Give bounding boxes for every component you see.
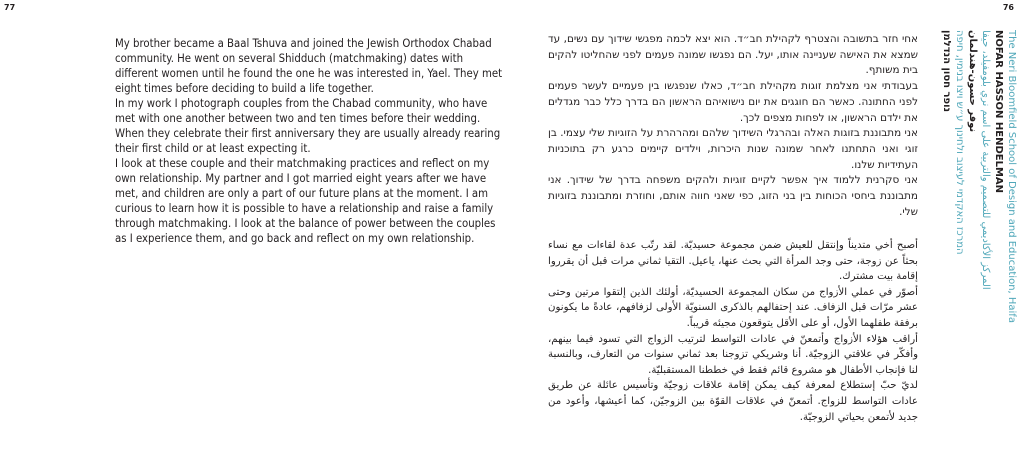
english-paragraph: I look at these couple and their matchmaking practices and reflect on my own relationship. My partner and I got married eight years after we have met, and children are only a part of our future plans at the moment. I am curious to learn how it is possible to have a relationship and raise a family through matchmaking. I look at the balance of power between the couples as I experience them, and go back and reflect on my own relationship.: [115, 157, 496, 245]
arabic-text-block: [548, 238, 918, 425]
hebrew-paragraph: בעבודתי אני מצלמת זוגות מקהילת חב״ד, כאלו שנפגשו בין פעמיים לעשר פעמים לפני החתונה. כאשר הם חוגגים את יום נישואיהם הראשון הם בדרך כלל כבר מגדלים את ילדם הראשון, או לפחות מצפים לכך.: [548, 80, 918, 124]
hebrew-artist-name: נופר חסון הנדלמן: [941, 30, 952, 113]
page-number-left: 77: [4, 3, 16, 12]
arabic-artist-name: نوفر حسون-هندلمان: [967, 30, 978, 133]
hebrew-school-name: המרכז האקדמי לעיצוב ולחינוך ע״ש ויצו בנימין, חיפה: [954, 30, 965, 255]
page-number-right: 76: [1002, 3, 1014, 12]
english-text-block: [115, 36, 507, 246]
arabic-school-name: المركز الأكاديمي للتصميم والتربية على اسم نري بلومفيلد، حيفا: [980, 30, 991, 290]
hebrew-paragraph: אחי חזר בתשובה והצטרף לקהילת חב״ד. הוא יצא לכמה מפגשי שידוך עם נשים, עד שמצא את האישה שעניינה אותו, יעל. הם נפגשו שמונה פעמים לפני שהחליטו להקים בית משותף.: [548, 33, 918, 77]
arabic-paragraph: أصوّر في عملي الأزواج من سكان المجموعة الحسيديّة، أولئك الذين إلتقوا مرتين وحتى عشر مرّات قبل الزفاف. عند إحتفالهم بالذكرى السنويّة الأولى لزفافهم، عادةً ما يكونون برفقة طفلهما الأول، أو على الأقل يتوقعون مجيئه قريباً.: [548, 286, 918, 329]
english-paragraph: My brother became a Baal Tshuva and joined the Jewish Orthodox Chabad community. He went on several Shidduch (matchmaking) dates with different women until he found the one he was interested in, Yael. They met eight times before deciding to build a life together.: [115, 37, 503, 95]
english-paragraph: In my work I photograph couples from the Chabad community, who have met with one another between two and ten times before their wedding. When they celebrate their first anniversary they are usually already rearing their first child or at least expecting it.: [115, 97, 501, 155]
arabic-paragraph: أصبح أخي متديناً وإنتقل للعيش ضمن مجموعة حسيديّة. لقد رتّب عدة لقاءات مع نساء بحثاً عن زوجة، حتى وجد المرأة التي بحث عنها، ياعيل. التقيا ثماني مرات قبل أن يقرروا إقامة بيت مشترك.: [548, 240, 918, 283]
arabic-paragraph: أراقب هؤلاء الأزواج وأتمعنّ في عادات التواسط لترتيب الزواج التي تسود فيما بينهم، وأفكّر في علاقتي الزوجيّة. أنا وشريكي تزوجنا بعد ثماني سنوات من التعارف، وبالنسبة لنا فإنجاب الأطفال هو مشروع قائم فقط في خططنا المستقبليّة.: [548, 333, 918, 376]
arabic-paragraph: لديّ حبّ إستطلاع لمعرفة كيف يمكن إقامة علاقات زوجيّة وتأسيس عائلة عن طريق عادات التواسط للزواج. أتمعنّ في علاقات القوّة بين الزوجيّن، كما أعيشها، وأعود من جديد لأتمعن بحياتي الزوجيّة.: [548, 380, 918, 423]
hebrew-paragraph: אני סקרנית ללמוד איך אפשר לקיים זוגיות ולהקים משפחה בדרך של שידוך. אני מתבוננת ביחסי הכוחות בין בני הזוג, כפי שאני חווה אותם, וחוזרת ומתבוננת בזוגיות שלי.: [548, 174, 918, 218]
hebrew-paragraph: אני מתבוננת בזוגות האלה ובהרגלי השידוך שלהם ומהרהרת על הזוגיות שלי עצמי. בן זוגי ואני התחתנו לאחר שמונה שנות היכרות, וילדים קיימים כרגע רק בתוכניות העתידיות שלנו.: [548, 127, 918, 171]
english-artist-name: NOFAR HASSON HENDELMAN: [993, 30, 1004, 194]
hebrew-text-block: [548, 32, 918, 220]
english-school-name: The Neri Bloomfield School of Design and Education, Haifa: [1006, 30, 1017, 323]
artist-credits: [940, 30, 1020, 464]
